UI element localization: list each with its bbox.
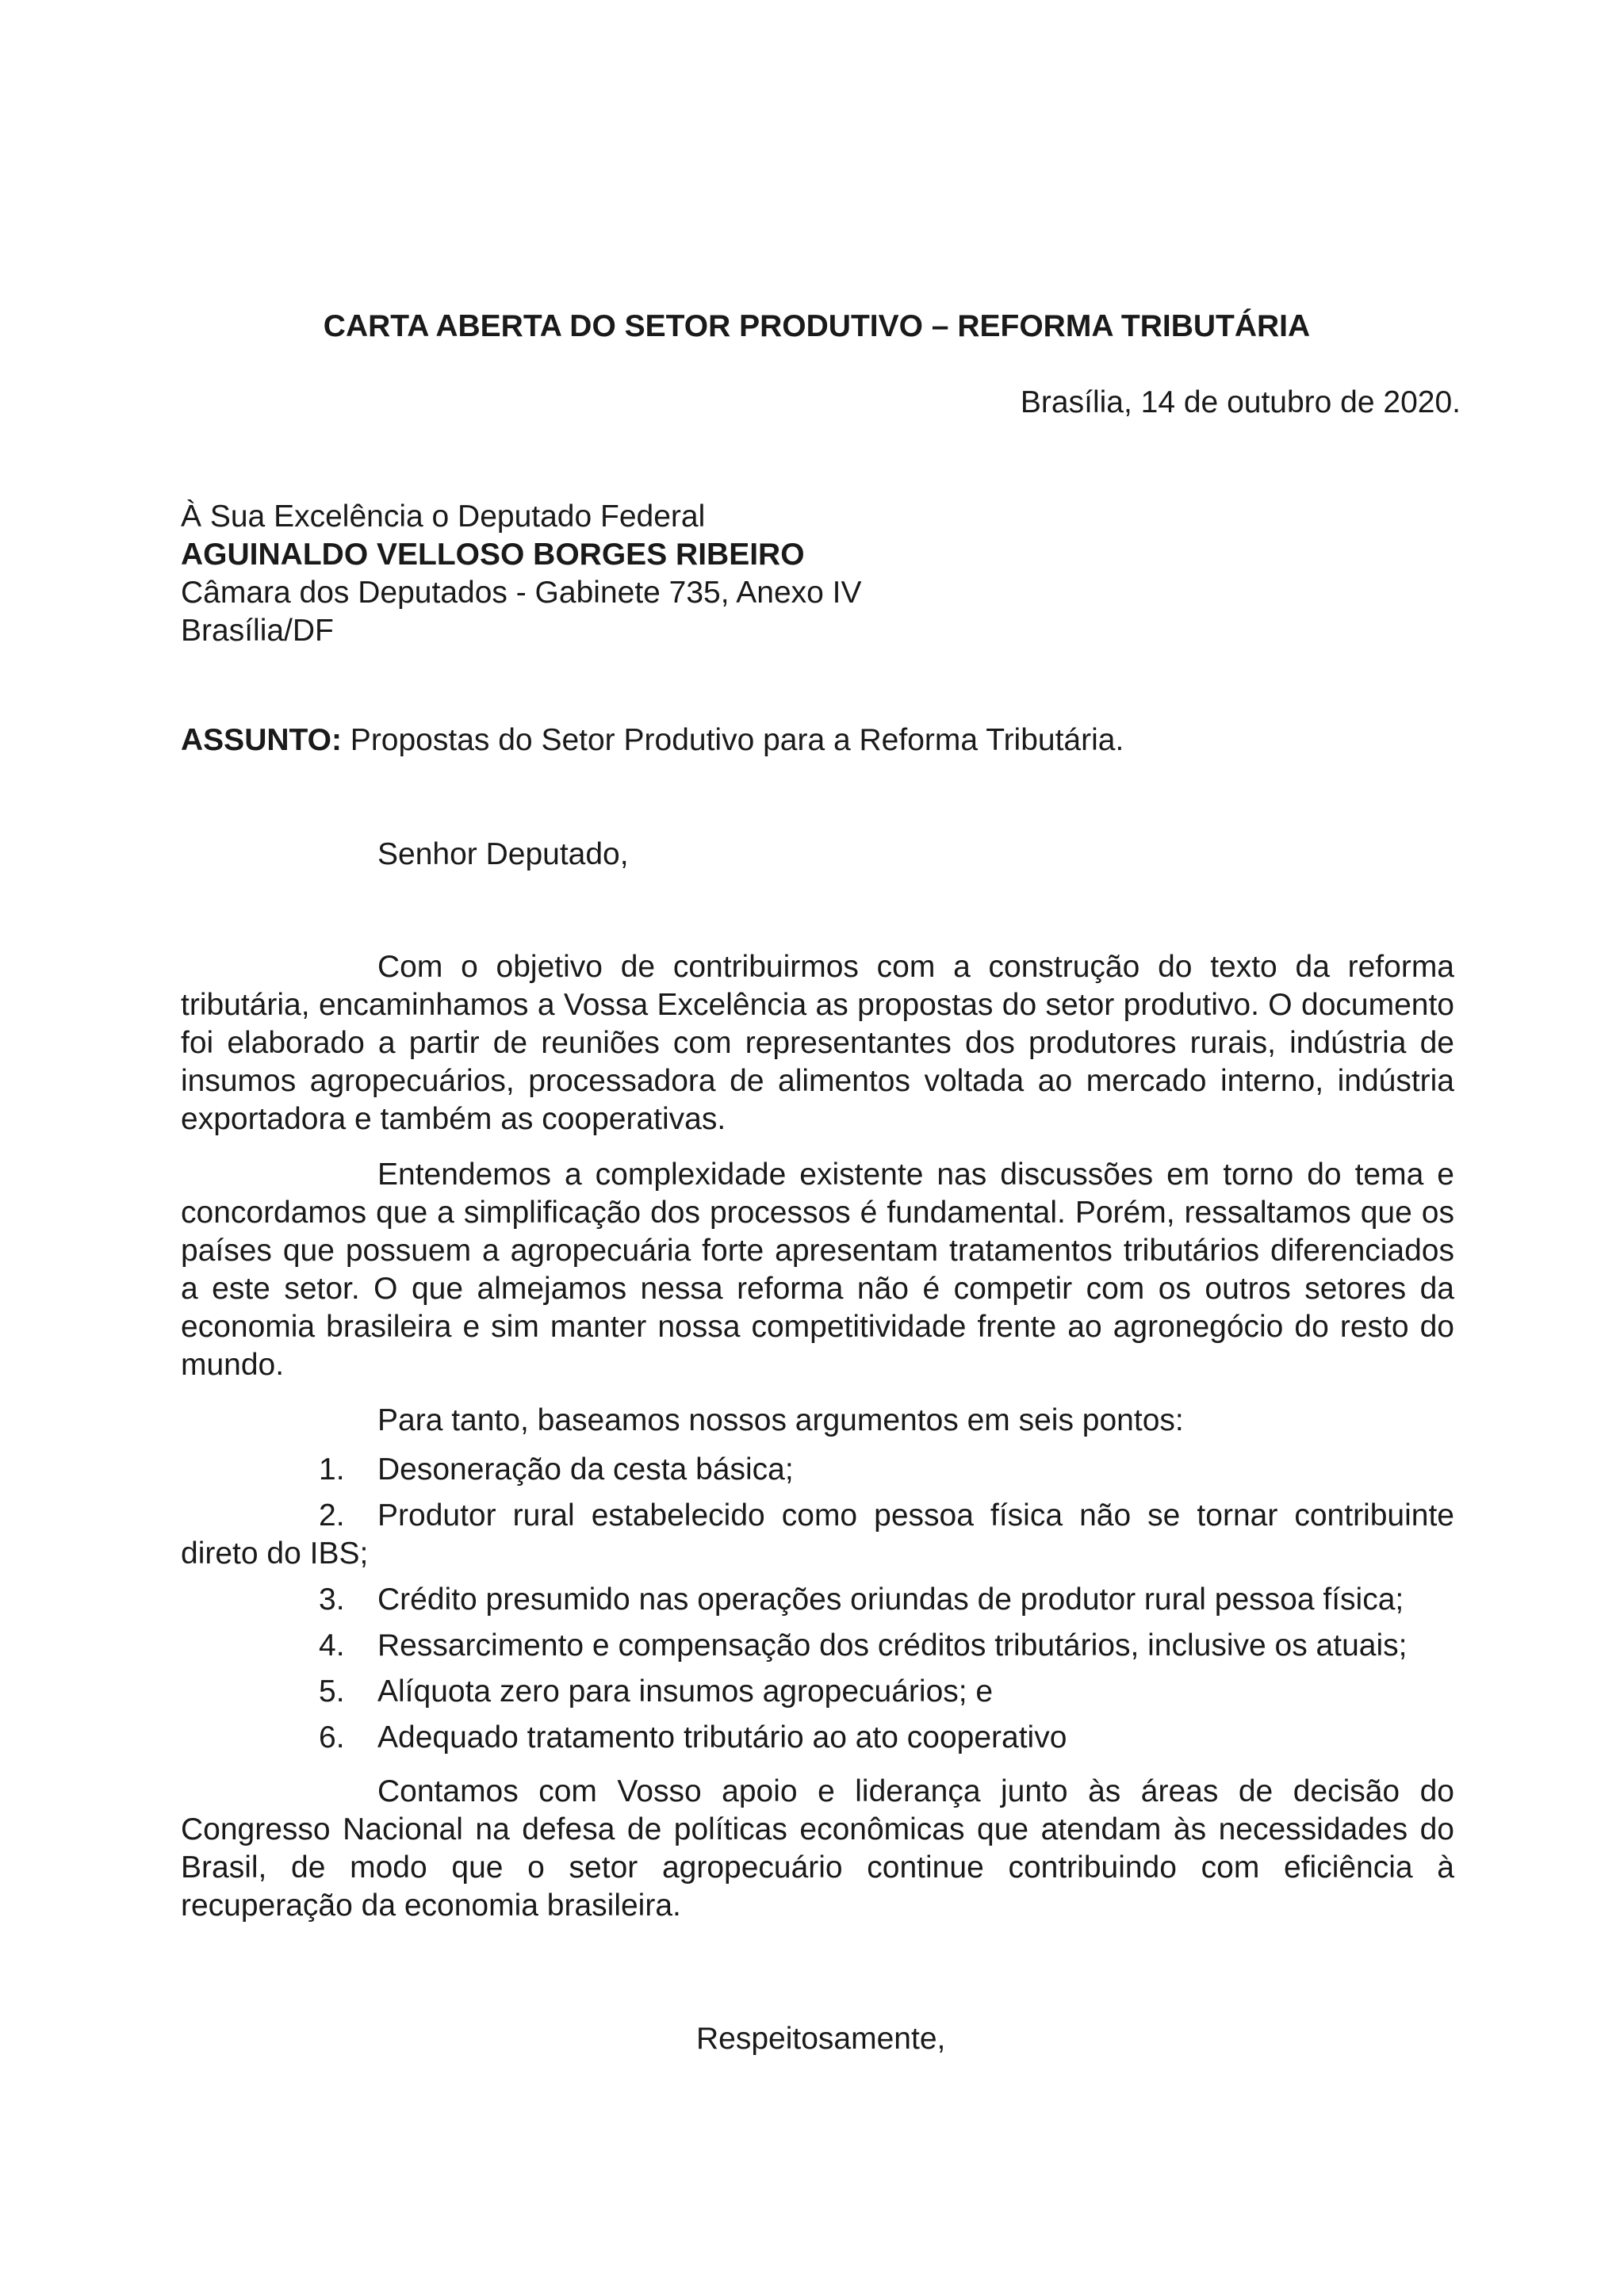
subject-text: Propostas do Setor Produtivo para a Reforma Tributária. <box>341 723 1124 757</box>
paragraph-3: Para tanto, baseamos nossos argumentos em seis pontos: <box>377 1403 1184 1437</box>
list-item <box>181 1673 1454 1711</box>
paragraph-2: Entendemos a complexidade existente nas discussões em torno do tema e concordamos que a simplificação dos processos é fundamental. Porém, ressaltamos que os países que possuem a agropecuária forte apresentam tratamentos tributários diferenciados a este setor. O que almejamos nessa reforma não é competir com os outros setores da economia brasileira e sim manter nossa competitividade frente ao agronegócio do resto do mundo. <box>181 1158 1454 1382</box>
paragraph-1: Com o objetivo de contribuirmos com a construção do texto da reforma tributária, encaminhamos a Vossa Excelência as propostas do setor produtivo. O documento foi elaborado a partir de reuniões com representantes dos produtores rurais, indústria de insumos agropecuários, processadora de alimentos voltada ao mercado interno, indústria exportadora e também as cooperativas. <box>181 950 1454 1136</box>
list-item <box>181 1719 1454 1757</box>
list-item-text: Alíquota zero para insumos agropecuários; e <box>377 1674 994 1709</box>
letter-body <box>181 948 1454 1942</box>
letter-date: Brasília, 14 de outubro de 2020. <box>1020 385 1461 419</box>
list-item <box>181 1581 1454 1619</box>
list-item <box>181 1451 1454 1489</box>
subject-label: ASSUNTO: <box>181 723 342 757</box>
closing: Respeitosamente, <box>696 2022 946 2056</box>
list-item-number: 6. <box>319 1720 345 1755</box>
subject-line <box>181 721 1124 760</box>
list-item-text: Ressarcimento e compensação dos créditos tributários, inclusive os atuais; <box>377 1628 1408 1663</box>
addressee-block <box>181 498 862 650</box>
list-item <box>181 1627 1454 1665</box>
addressee-line-4: Brasília/DF <box>181 614 334 648</box>
list-item-number: 2. <box>319 1498 345 1533</box>
addressee-line-3: Câmara dos Deputados - Gabinete 735, Anexo IV <box>181 576 862 610</box>
list-item-number: 5. <box>319 1674 345 1709</box>
list-item-text: Desoneração da cesta básica; <box>377 1452 794 1487</box>
list-item-text: Produtor rural estabelecido como pessoa física não se tornar contribuinte direto do IBS; <box>181 1498 1454 1571</box>
list-item-text: Adequado tratamento tributário ao ato cooperativo <box>377 1720 1067 1755</box>
list-item-number: 3. <box>319 1582 345 1617</box>
addressee-line-1: À Sua Excelência o Deputado Federal <box>181 499 706 534</box>
salutation: Senhor Deputado, <box>377 837 629 871</box>
paragraph-4: Contamos com Vosso apoio e liderança junto às áreas de decisão do Congresso Nacional na defesa de políticas econômicas que atendam às necessidades do Brasil, de modo que o setor agropecuário continue contribuindo com eficiência à recuperação da economia brasileira. <box>181 1774 1454 1923</box>
points-list <box>181 1451 1454 1757</box>
letter-title: CARTA ABERTA DO SETOR PRODUTIVO – REFORMA TRIBUTÁRIA <box>323 309 1311 343</box>
list-item-number: 1. <box>319 1452 345 1487</box>
list-item-text: Crédito presumido nas operações oriundas de produtor rural pessoa física; <box>377 1582 1404 1617</box>
list-item-number: 4. <box>319 1628 345 1663</box>
list-item <box>181 1497 1454 1573</box>
addressee-name: AGUINALDO VELLOSO BORGES RIBEIRO <box>181 538 805 572</box>
